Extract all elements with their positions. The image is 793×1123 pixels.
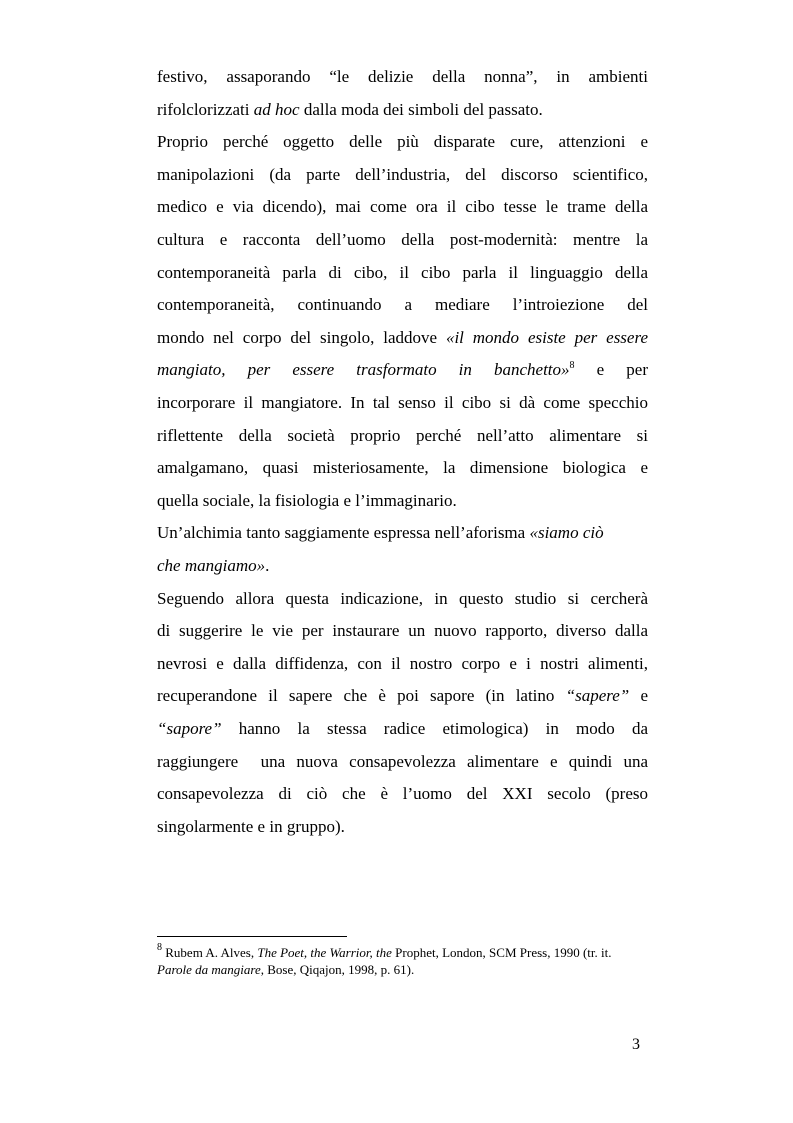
text-segment: Un’alchimia tanto saggiamente espressa nell’aforisma xyxy=(157,523,530,543)
paragraph-line xyxy=(157,327,648,349)
text-segment: Proprio perché oggetto delle più disparate cure, attenzioni e xyxy=(157,132,648,152)
text-segment: riflettente della società proprio perché nell’atto alimentare si xyxy=(157,425,648,445)
text-segment: , Bose, Qiqajon, 1998, p. 61). xyxy=(260,962,415,977)
text-segment: e xyxy=(629,686,648,706)
footnote-marker: 8 xyxy=(157,942,162,953)
text-segment: . xyxy=(265,556,270,575)
text-segment: di suggerire le vie per instaurare un nuovo rapporto, diverso dalla xyxy=(157,621,648,641)
paragraph-line xyxy=(157,685,648,707)
paragraph-line xyxy=(157,262,648,284)
italic-text: “sapere” xyxy=(565,686,630,706)
paragraph-line xyxy=(157,555,648,577)
text-segment: mondo nel corpo del singolo, laddove xyxy=(157,327,446,347)
text-segment: cultura e racconta dell’uomo della post-modernità: mentre la xyxy=(157,230,648,249)
paragraph-line xyxy=(157,522,648,544)
text-segment: Rubem A. Alves, xyxy=(162,945,258,960)
italic-text: mangiato, per essere trasformato in banchetto» xyxy=(157,360,570,380)
paragraph-line xyxy=(157,66,648,88)
paragraph-line xyxy=(157,359,648,381)
text-segment: dalla moda dei simboli del passato. xyxy=(299,99,543,119)
italic-text: ad hoc xyxy=(253,99,300,119)
text-segment: contemporaneità, continuando a mediare l’introiezione del xyxy=(157,295,648,315)
italic-text: «siamo ciò xyxy=(529,523,604,543)
footnote-separator xyxy=(157,936,347,937)
text-segment: Prophet, London, SCM Press, 1990 (tr. it. xyxy=(391,945,612,960)
paragraph-line xyxy=(157,457,648,479)
italic-text: Parole da mangiare xyxy=(157,962,261,977)
paragraph-line xyxy=(157,131,648,153)
text-segment: hanno la stessa radice etimologica) in modo da xyxy=(221,719,648,738)
paragraph-line xyxy=(157,751,648,773)
paragraph-line xyxy=(157,392,648,414)
paragraph-line xyxy=(157,490,648,512)
paragraph-line xyxy=(157,425,648,447)
text-segment: rifolclorizzati xyxy=(157,99,254,119)
italic-text: che mangiamo» xyxy=(157,556,266,575)
text-segment: Seguendo allora questa indicazione, in questo studio si cercherà xyxy=(157,588,648,608)
paragraph-line xyxy=(157,99,648,121)
paragraph-line xyxy=(157,816,648,838)
text-segment: contemporaneità parla di cibo, il cibo parla il linguaggio della xyxy=(157,262,648,282)
footnote-line xyxy=(157,961,648,978)
text-segment: nevrosi e dalla diffidenza, con il nostro corpo e i nostri alimenti, xyxy=(157,653,648,673)
text-segment: singolarmente e in gruppo). xyxy=(157,816,345,836)
footnote-marker: 8 xyxy=(569,360,575,372)
paragraph-line xyxy=(157,620,648,642)
paragraph-line xyxy=(157,783,648,805)
text-segment: festivo, assaporando “le delizie della nonna”, in ambienti xyxy=(157,67,648,86)
paragraph-line xyxy=(157,196,648,218)
text-segment: manipolazioni (da parte dell’industria, del discorso scientifico, xyxy=(157,164,648,184)
paragraph-line xyxy=(157,164,648,186)
text-segment: raggiungere una nuova consapevolezza alimentare e quindi una xyxy=(157,751,648,771)
italic-text: The Poet, the Warrior, the xyxy=(257,945,392,960)
paragraph-line xyxy=(157,718,648,740)
paragraph-line xyxy=(157,653,648,675)
paragraph-line xyxy=(157,229,648,251)
paragraph-line xyxy=(157,588,648,610)
footnote-line xyxy=(157,944,648,961)
text-segment: consapevolezza di ciò che è l’uomo del XXI secolo (preso xyxy=(157,784,648,804)
italic-text: «il mondo esiste per essere xyxy=(445,327,648,347)
text-segment: medico e via dicendo), mai come ora il cibo tesse le trame della xyxy=(157,197,648,217)
text-segment: incorporare il mangiatore. In tal senso il cibo si dà come specchio xyxy=(157,393,648,412)
page-number: 3 xyxy=(632,1036,640,1053)
text-segment: e per xyxy=(574,360,648,380)
text-segment: quella sociale, la fisiologia e l’immaginario. xyxy=(157,490,457,510)
paragraph-line xyxy=(157,294,648,316)
text-segment: recuperandone il sapere che è poi sapore (in latino xyxy=(157,686,566,706)
italic-text: “sapore” xyxy=(157,719,222,738)
text-segment: amalgamano, quasi misteriosamente, la dimensione biologica e xyxy=(157,458,648,478)
